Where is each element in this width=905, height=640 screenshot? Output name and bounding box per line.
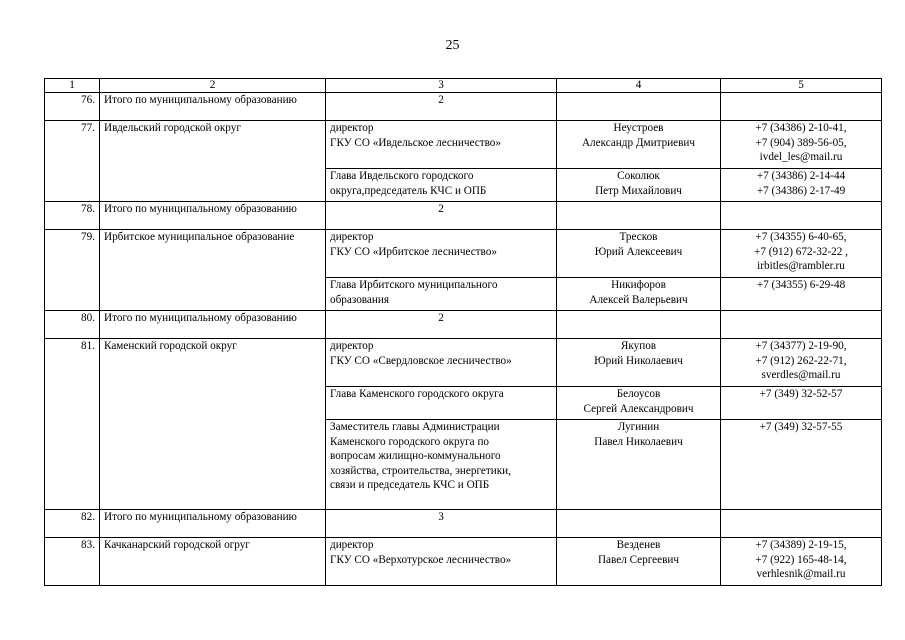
text-line: Неустроев bbox=[613, 122, 664, 134]
phone-cell bbox=[721, 278, 882, 311]
row-number: 79. bbox=[45, 230, 100, 311]
row-number: 83. bbox=[45, 538, 100, 586]
text-line: Павел Николаевич bbox=[594, 435, 683, 448]
text-line: Каменского городского округа по bbox=[330, 435, 490, 448]
text-line: Глава Каменского городского округа bbox=[330, 388, 504, 400]
text-line: вопросам жилищно-коммунального bbox=[330, 450, 501, 463]
phone-cell bbox=[721, 230, 882, 278]
position-cell bbox=[326, 420, 557, 510]
municipality-label: Ивдельский городской округ bbox=[104, 122, 241, 134]
row-number: 78. bbox=[45, 202, 100, 230]
text-line: +7 (922) 165-48-14, bbox=[755, 553, 847, 566]
text-line: директор bbox=[330, 122, 374, 134]
position-cell bbox=[326, 121, 557, 169]
text-line: директор bbox=[330, 539, 374, 551]
municipality-label: Каменский городской округ bbox=[104, 340, 237, 352]
text-line: директор bbox=[330, 340, 374, 352]
text-line: Заместитель главы Администрации bbox=[330, 421, 500, 433]
text-line: +7 (912) 262-22-71, bbox=[755, 354, 847, 367]
text-line: Везденев bbox=[616, 539, 661, 551]
row-number: 80. bbox=[45, 311, 100, 339]
text-line: Александр Дмитриевич bbox=[581, 136, 696, 149]
phone-cell bbox=[721, 121, 882, 169]
phone-cell bbox=[721, 339, 882, 387]
text-line: +7 (34386) 2-14-44 bbox=[756, 170, 846, 182]
text-line: Сергей Александрович bbox=[583, 402, 694, 415]
text-line: ivdel_les@mail.ru bbox=[759, 151, 843, 164]
person-name-cell bbox=[557, 278, 721, 311]
text-line: +7 (349) 32-57-55 bbox=[759, 421, 843, 433]
text-line: Якупов bbox=[620, 340, 657, 352]
total-count: 2 bbox=[326, 311, 557, 339]
position-cell bbox=[326, 339, 557, 387]
text-line: ГКУ СО «Ирбитское лесничество» bbox=[330, 245, 497, 258]
empty-cell bbox=[721, 93, 882, 121]
municipality-label: Итого по муниципальному образованию bbox=[104, 312, 297, 324]
text-line: Белоусов bbox=[616, 388, 661, 400]
empty-cell bbox=[557, 202, 721, 230]
phone-cell bbox=[721, 387, 882, 420]
text-line: образования bbox=[330, 293, 390, 306]
municipality-cell bbox=[100, 121, 326, 202]
text-line: Тресков bbox=[619, 231, 658, 243]
municipality-label: Качканарский городской огруг bbox=[104, 539, 250, 551]
municipality-cell bbox=[100, 93, 326, 121]
empty-cell bbox=[721, 311, 882, 339]
municipality-label: Итого по муниципальному образованию bbox=[104, 511, 297, 523]
empty-cell bbox=[557, 510, 721, 538]
text-line: +7 (34386) 2-17-49 bbox=[756, 184, 846, 197]
municipality-cell bbox=[100, 538, 326, 586]
contact-row bbox=[45, 339, 882, 387]
person-name-cell bbox=[557, 538, 721, 586]
text-line: irbitles@rambler.ru bbox=[757, 260, 845, 273]
text-line: ГКУ СО «Верхотурское лесничество» bbox=[330, 553, 512, 566]
municipality-cell bbox=[100, 339, 326, 510]
municipality-cell bbox=[100, 230, 326, 311]
person-name-cell bbox=[557, 387, 721, 420]
text-line: verhlesnik@mail.ru bbox=[756, 568, 846, 581]
position-cell bbox=[326, 169, 557, 202]
contacts-table bbox=[44, 78, 882, 586]
person-name-cell bbox=[557, 169, 721, 202]
header-cell: 1 bbox=[45, 79, 100, 93]
position-cell bbox=[326, 278, 557, 311]
total-row bbox=[45, 93, 882, 121]
row-number: 82. bbox=[45, 510, 100, 538]
header-row bbox=[45, 79, 882, 93]
text-line: +7 (34355) 6-29-48 bbox=[756, 279, 846, 291]
header-cell: 4 bbox=[557, 79, 721, 93]
empty-cell bbox=[721, 202, 882, 230]
text-line: +7 (34389) 2-19-15, bbox=[755, 539, 847, 551]
header-cell: 3 bbox=[326, 79, 557, 93]
empty-cell bbox=[557, 93, 721, 121]
text-line: хозяйства, строительства, энергетики, bbox=[330, 464, 511, 477]
text-line: Петр Михайлович bbox=[595, 184, 682, 197]
row-number: 76. bbox=[45, 93, 100, 121]
text-line: Юрий Алексеевич bbox=[594, 245, 683, 258]
municipality-cell bbox=[100, 510, 326, 538]
text-line: Юрий Николаевич bbox=[594, 354, 683, 367]
person-name-cell bbox=[557, 339, 721, 387]
position-cell bbox=[326, 538, 557, 586]
text-line: Никифоров bbox=[611, 279, 666, 291]
total-row bbox=[45, 510, 882, 538]
text-line: +7 (912) 672-32-22 , bbox=[754, 245, 848, 258]
phone-cell bbox=[721, 538, 882, 586]
position-cell bbox=[326, 387, 557, 420]
total-count: 3 bbox=[326, 510, 557, 538]
header-cell: 5 bbox=[721, 79, 882, 93]
text-line: +7 (34386) 2-10-41, bbox=[755, 122, 847, 134]
text-line: +7 (349) 32-52-57 bbox=[759, 388, 843, 400]
empty-cell bbox=[557, 311, 721, 339]
row-number: 81. bbox=[45, 339, 100, 510]
text-line: +7 (904) 389-56-05, bbox=[755, 136, 847, 149]
header-cell: 2 bbox=[100, 79, 326, 93]
text-line: Глава Ивдельского городского bbox=[330, 170, 474, 182]
total-row bbox=[45, 202, 882, 230]
text-line: округа,председатель КЧС и ОПБ bbox=[330, 184, 487, 197]
person-name-cell bbox=[557, 420, 721, 510]
person-name-cell bbox=[557, 121, 721, 169]
municipality-cell bbox=[100, 202, 326, 230]
municipality-label: Итого по муниципальному образованию bbox=[104, 94, 297, 106]
text-line: +7 (34355) 6-40-65, bbox=[755, 231, 847, 243]
text-line: директор bbox=[330, 231, 374, 243]
text-line: Алексей Валерьевич bbox=[589, 293, 688, 306]
contact-row bbox=[45, 230, 882, 278]
person-name-cell bbox=[557, 230, 721, 278]
page-number: 25 bbox=[445, 38, 460, 53]
municipality-label: Ирбитское муниципальное образование bbox=[104, 231, 295, 243]
row-number: 77. bbox=[45, 121, 100, 202]
municipality-label: Итого по муниципальному образованию bbox=[104, 203, 297, 215]
municipality-cell bbox=[100, 311, 326, 339]
total-row bbox=[45, 311, 882, 339]
text-line: Павел Сергеевич bbox=[597, 553, 680, 566]
text-line: +7 (34377) 2-19-90, bbox=[755, 340, 847, 352]
phone-cell bbox=[721, 169, 882, 202]
position-cell bbox=[326, 230, 557, 278]
total-count: 2 bbox=[326, 93, 557, 121]
text-line: Глава Ирбитского муниципального bbox=[330, 279, 498, 291]
total-count: 2 bbox=[326, 202, 557, 230]
text-line: Лугинин bbox=[617, 421, 660, 433]
text-line: связи и председатель КЧС и ОПБ bbox=[330, 479, 490, 492]
phone-cell bbox=[721, 420, 882, 510]
contact-row bbox=[45, 538, 882, 586]
text-line: sverdles@mail.ru bbox=[761, 369, 841, 382]
text-line: ГКУ СО «Ивдельское лесничество» bbox=[330, 136, 501, 149]
empty-cell bbox=[721, 510, 882, 538]
text-line: ГКУ СО «Свердловское лесничество» bbox=[330, 354, 512, 367]
text-line: Соколюк bbox=[617, 170, 660, 182]
contact-row bbox=[45, 121, 882, 169]
